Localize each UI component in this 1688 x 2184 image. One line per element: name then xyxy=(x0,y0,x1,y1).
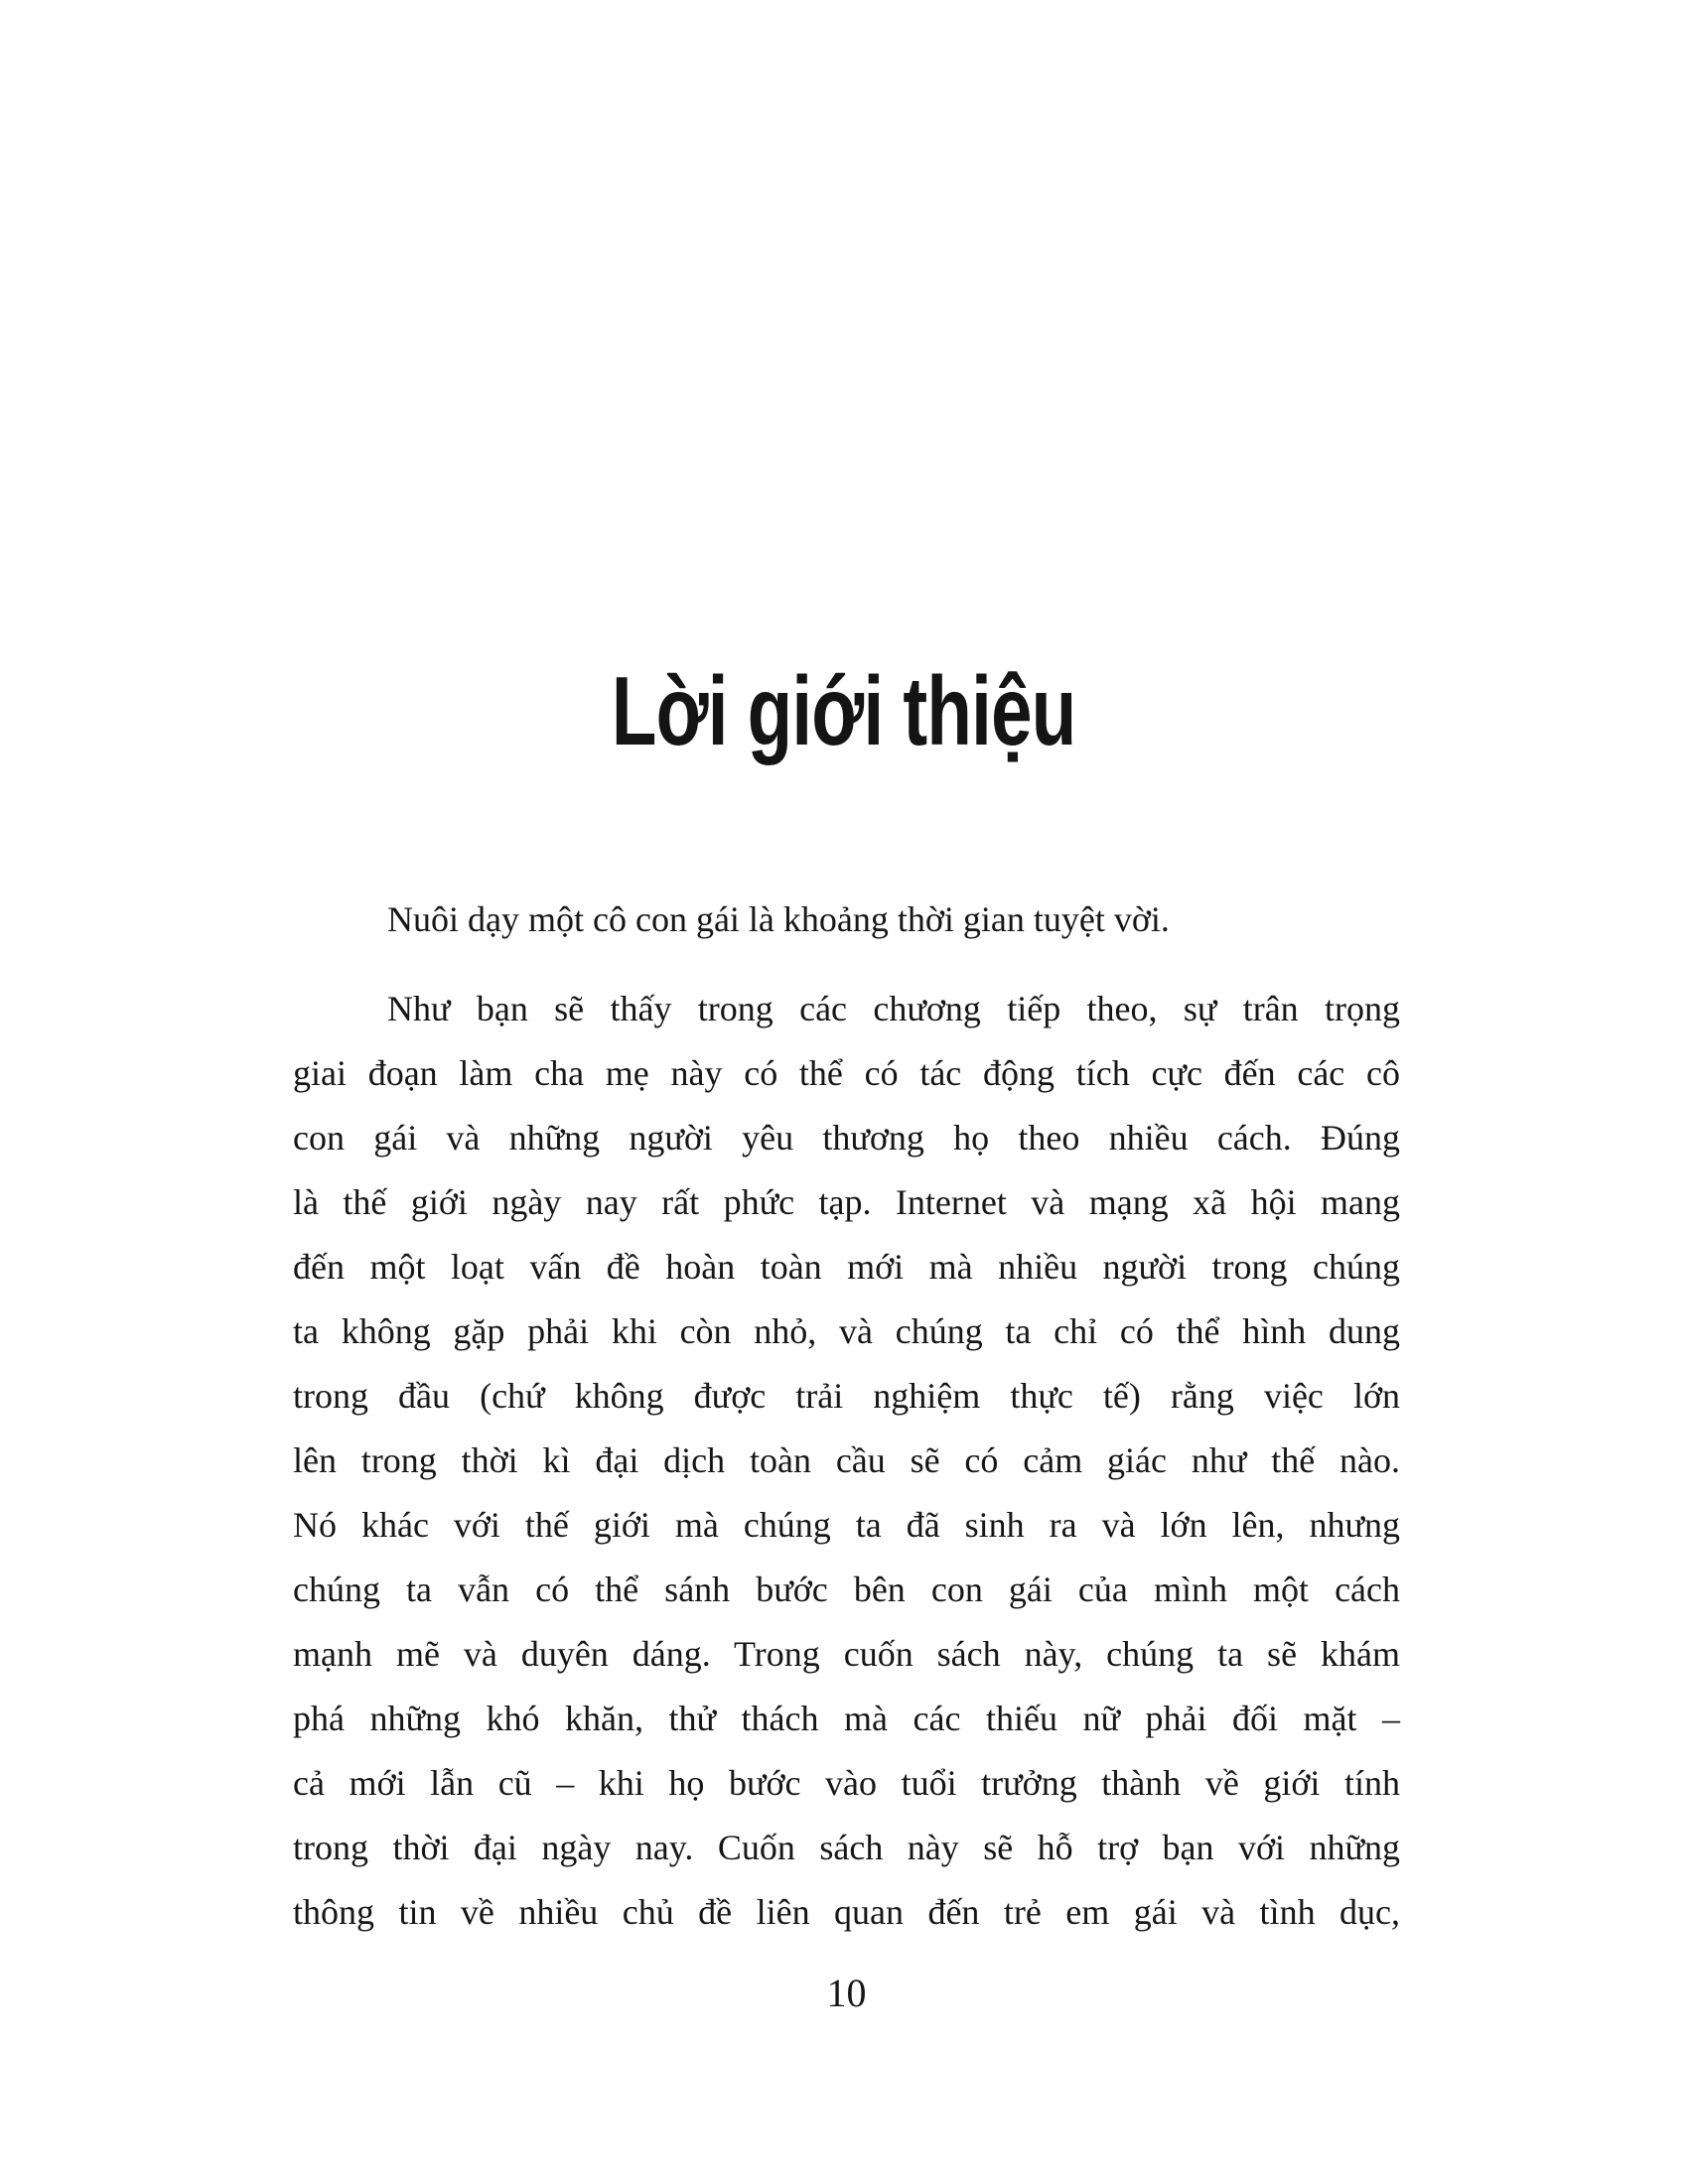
text-line: giai đoạn làm cha mẹ này có thể có tác động tích cực đến các cô xyxy=(293,1053,1400,1093)
paragraph-intro xyxy=(293,887,1400,952)
text-line: Như bạn sẽ thấy trong các chương tiếp theo, sự trân trọng xyxy=(387,989,1400,1028)
text-line: mạnh mẽ và duyên dáng. Trong cuốn sách này, chúng ta sẽ khám xyxy=(293,1634,1400,1674)
chapter-title xyxy=(0,656,1688,765)
page-number: 10 xyxy=(826,1971,867,2015)
chapter-title-text: Lời giới thiệu xyxy=(612,656,1076,765)
text-line: là thế giới ngày nay rất phức tạp. Internet và mạng xã hội mang xyxy=(293,1182,1400,1222)
text-line: chúng ta vẫn có thể sánh bước bên con gái của mình một cách xyxy=(293,1570,1400,1609)
text-line: lên trong thời kì đại dịch toàn cầu sẽ có cảm giác như thế nào. xyxy=(293,1440,1400,1480)
text-line: con gái và những người yêu thương họ theo nhiều cách. Đúng xyxy=(293,1118,1400,1158)
text-line: thông tin về nhiều chủ đề liên quan đến trẻ em gái và tình dục, xyxy=(293,1892,1400,1932)
text-line: cả mới lẫn cũ – khi họ bước vào tuổi trưởng thành về giới tính xyxy=(293,1763,1400,1803)
text-line: trong đầu (chứ không được trải nghiệm thực tế) rằng việc lớn xyxy=(293,1376,1400,1416)
text-line: trong thời đại ngày nay. Cuốn sách này sẽ hỗ trợ bạn với những xyxy=(293,1828,1400,1867)
text-line: phá những khó khăn, thử thách mà các thiếu nữ phải đối mặt – xyxy=(293,1699,1400,1738)
text-line: Nuôi dạy một cô con gái là khoảng thời gian tuyệt vời. xyxy=(387,899,1170,939)
text-line: đến một loạt vấn đề hoàn toàn mới mà nhiều người trong chúng xyxy=(293,1247,1400,1287)
text-line: Nó khác với thế giới mà chúng ta đã sinh ra và lớn lên, nhưng xyxy=(293,1505,1400,1545)
paragraph-body xyxy=(293,977,1400,1945)
text-line: ta không gặp phải khi còn nhỏ, và chúng ta chỉ có thể hình dung xyxy=(293,1311,1400,1351)
